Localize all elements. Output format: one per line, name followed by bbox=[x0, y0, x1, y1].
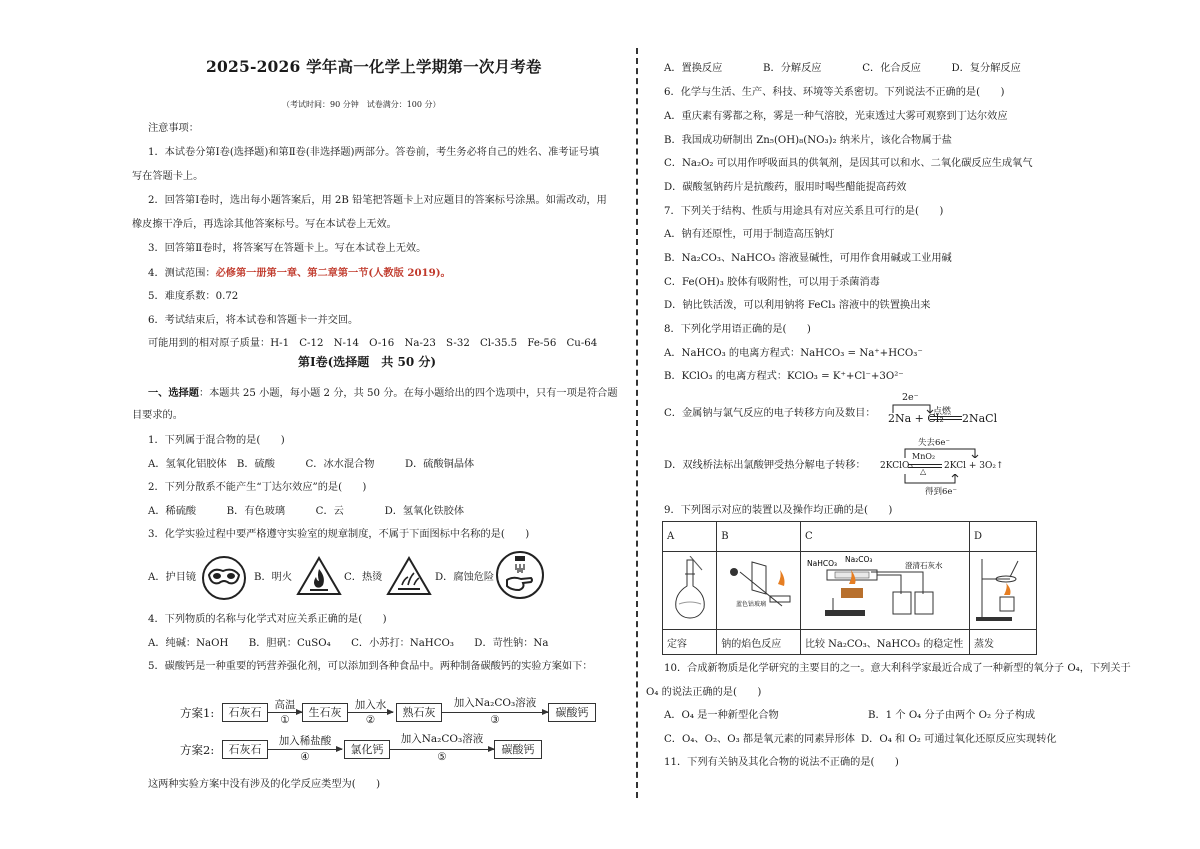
flame-test-icon bbox=[722, 556, 796, 622]
question-2: 2．下列分散系不能产生“丁达尔效应”的是( ) bbox=[148, 482, 367, 493]
question-8-option-c: C．金属钠与氯气反应的电子转移方向及数目： bbox=[664, 408, 876, 419]
q9-header-c: C bbox=[801, 522, 970, 552]
note-2b: 橡皮擦干净后，再选涂其他答案标号。写在本试卷上无效。 bbox=[132, 219, 397, 230]
cobalt-glass-label: 蓝色钴玻璃 bbox=[735, 601, 766, 608]
scheme-1-arrow-3 bbox=[442, 712, 548, 713]
scheme-2-box-1: 石灰石 bbox=[222, 740, 268, 759]
part-1-text: ：本题共 25 小题，每小题 2 分，共 50 分。在每小题给出的四个选项中，只有一项是符合题 bbox=[198, 388, 618, 399]
question-4-options: A．纯碱：NaOH B．胆矾：CuSO₄ C．小苏打：NaHCO₃ D．苛性钠：Na bbox=[148, 638, 549, 649]
question-7-option-b: B．Na₂CO₃、NaHCO₃ 溶液显碱性，可用作食用碱或工业用碱 bbox=[664, 253, 952, 264]
note-1a: 1．本试卷分第Ⅰ卷(选择题)和第Ⅱ卷(非选择题)两部分。答卷前，考生务必将自己的姓名、准考证号填 bbox=[148, 147, 600, 158]
question-7-option-c: C．Fe(OH)₃ 胶体有吸附性，可以用于杀菌消毒 bbox=[664, 277, 880, 288]
scheme-2-box-3: 碳酸钙 bbox=[494, 740, 542, 759]
scheme-1-box-3: 熟石灰 bbox=[396, 703, 442, 722]
evaporation-apparatus-icon bbox=[974, 555, 1032, 623]
q9-header-d: D bbox=[970, 522, 1037, 552]
q8-d-lhs: 2KClO₃ bbox=[880, 461, 913, 471]
q8-c-equals bbox=[930, 416, 962, 420]
question-10-cont: O₄ 的说法正确的是( ) bbox=[646, 687, 762, 698]
question-8-option-b: B．KClO₃ 的电离方程式：KClO₃ = K⁺+Cl⁻+3O²⁻ bbox=[664, 371, 904, 382]
question-10-option-a: A．O₄ 是一种新型化合物 bbox=[664, 710, 779, 721]
question-8-option-d: D．双线桥法标出氯酸钾受热分解电子转移： bbox=[664, 460, 866, 471]
question-8: 8．下列化学用语正确的是( ) bbox=[664, 324, 811, 335]
q9-caption-c: 比较 Na₂CO₃、NaHCO₃ 的稳定性 bbox=[801, 630, 970, 655]
q3-option-b: B．明火 bbox=[254, 572, 293, 583]
scheme-1-step-2-num: ② bbox=[365, 714, 376, 726]
scheme-2-step-2-label: 加入Na₂CO₃溶液 bbox=[400, 733, 484, 745]
question-1-options: A．氢氧化铝胶体 B．硫酸 C．冰水混合物 D．硫酸铜晶体 bbox=[148, 459, 475, 470]
scheme-1-box-2: 生石灰 bbox=[302, 703, 348, 722]
question-2-options: A．稀硫酸 B．有色玻璃 C．云 D．氢氧化铁胶体 bbox=[148, 506, 465, 517]
hot-surface-icon bbox=[386, 555, 432, 597]
note-2a: 2．回答第Ⅰ卷时，选出每小题答案后，用 2B 铅笔把答题卡上对应题目的答案标号涂黑。如需改动，用 bbox=[148, 195, 607, 206]
scheme-1-step-3-num: ③ bbox=[490, 714, 500, 726]
q9-image-d bbox=[970, 552, 1037, 630]
question-10-option-b: B．1 个 O₄ 分子由两个 O₂ 分子构成 bbox=[868, 710, 1036, 721]
scheme-2-box-2: 氯化钙 bbox=[344, 740, 390, 759]
notes-heading: 注意事项： bbox=[148, 123, 199, 134]
part-1-intro bbox=[148, 386, 618, 401]
note-4-prefix: 4．测试范围： bbox=[148, 268, 216, 279]
c-label-na2co3: Na₂CO₃ bbox=[845, 555, 873, 564]
question-1: 1．下列属于混合物的是( ) bbox=[148, 435, 285, 446]
scheme-1-step-1-num: ① bbox=[280, 714, 290, 726]
scheme-1-box-1: 石灰石 bbox=[222, 703, 268, 722]
question-10: 10．合成新物质是化学研究的主要目的之一。意大利科学家最近合成了一种新型的氧分子 O₄，下列关于 bbox=[664, 663, 1131, 674]
question-7-option-d: D．钠比铁活泼，可以利用钠将 FeCl₃ 溶液中的铁置换出来 bbox=[664, 300, 931, 311]
q9-image-c bbox=[801, 552, 970, 630]
question-6-option-a: A．重庆素有雾都之称，雾是一种气溶胶，光束透过大雾可观察到丁达尔效应 bbox=[664, 111, 1008, 122]
q9-header-a: A bbox=[663, 522, 717, 552]
scheme-2-step-1-num: ④ bbox=[300, 751, 310, 763]
question-10-option-c: C．O₄、O₂、O₃ 都是氧元素的同素异形体 bbox=[664, 734, 855, 745]
q8-c-electrons: 2e⁻ bbox=[902, 392, 919, 403]
q8-c-condition: 点燃 bbox=[933, 407, 952, 417]
q8-d-rhs: 2KCl + 3O₂↑ bbox=[944, 461, 1004, 471]
question-5-tail: 这两种实验方案中没有涉及的化学反应类型为( ) bbox=[148, 779, 381, 790]
note-3: 3．回答第Ⅱ卷时，将答案写在答题卡上。写在本试卷上无效。 bbox=[148, 243, 427, 254]
page-title: 2025-2026 学年高一化学上学期第一次月考卷 bbox=[206, 57, 542, 76]
column-divider bbox=[636, 48, 638, 798]
question-7-option-a: A．钠有还原性，可用于制造高压钠灯 bbox=[664, 229, 835, 240]
question-6: 6．化学与生活、生产、科技、环境等关系密切。下列说法不正确的是( ) bbox=[664, 87, 1005, 98]
q9-caption-b: 钠的焰色反应 bbox=[717, 630, 801, 655]
scheme-2-arrow-1 bbox=[268, 749, 342, 750]
goggles-icon bbox=[199, 555, 249, 601]
q9-caption-a: 定容 bbox=[663, 630, 717, 655]
scheme-1-step-3-label: 加入Na₂CO₃溶液 bbox=[453, 697, 537, 709]
c-label-limewater: 澄清石灰水 bbox=[905, 561, 943, 570]
note-5: 5．难度系数：0.72 bbox=[148, 291, 239, 302]
q8-d-gain-label: 得到6e⁻ bbox=[925, 487, 957, 497]
scheme-2-step-1-label: 加入稀盐酸 bbox=[278, 735, 332, 747]
test-scope: 必修第一册第一章、第二章第一节(人教版 2019)。 bbox=[215, 267, 451, 279]
question-5-options: A．置换反应 B．分解反应 C．化合反应 D．复分解反应 bbox=[664, 63, 1021, 74]
q9-image-b bbox=[717, 552, 801, 630]
q9-apparatus-table bbox=[662, 521, 1037, 655]
note-4 bbox=[148, 266, 451, 281]
c-label-nahco3: NaHCO₃ bbox=[807, 559, 837, 568]
atomic-masses: 可能用到的相对原子质量：H-1 C-12 N-14 O-16 Na-23 S-32 Cl-35.5 Fe-56 Cu-64 bbox=[148, 338, 598, 349]
q8-d-heat: △ bbox=[920, 467, 927, 476]
question-9: 9．下列图示对应的装置以及操作均正确的是( ) bbox=[664, 505, 893, 516]
q8-d-top-bracket bbox=[895, 446, 985, 458]
scheme-2-arrow-2 bbox=[390, 749, 494, 750]
open-flame-icon bbox=[296, 555, 342, 597]
part-1-intro-2: 目要求的。 bbox=[132, 410, 183, 421]
question-5: 5．碳酸钙是一种重要的钙营养强化剂，可以添加到各种食品中。两种制备碳酸钙的实验方案如下： bbox=[148, 661, 593, 672]
question-10-option-d: D．O₄ 和 O₂ 可通过氧化还原反应实现转化 bbox=[861, 734, 1057, 745]
scheme-1-label: 方案1: bbox=[180, 706, 215, 720]
q8-c-lhs: 2Na + Cl₂ bbox=[888, 412, 944, 425]
question-11: 11．下列有关钠及其化合物的说法不正确的是( ) bbox=[664, 757, 899, 768]
scheme-1-step-2-label: 加入水 bbox=[354, 699, 387, 711]
question-7: 7．下列关于结构、性质与用途具有对应关系且可行的是( ) bbox=[664, 206, 944, 217]
question-6-option-d: D．碳酸氢钠药片是抗酸药，服用时喝些醋能提高药效 bbox=[664, 182, 907, 193]
part-1-label: 一、选择题 bbox=[148, 387, 199, 399]
q9-image-a bbox=[663, 552, 717, 630]
question-3: 3．化学实验过程中要严格遵守实验室的规章制度，不属于下面图标中名称的是( ) bbox=[148, 529, 530, 540]
q8-d-catalyst: MnO₂ bbox=[912, 452, 936, 461]
note-6: 6．考试结束后，将本试卷和答题卡一并交回。 bbox=[148, 315, 359, 326]
q9-caption-d: 蒸发 bbox=[970, 630, 1037, 655]
q8-c-rhs: 2NaCl bbox=[962, 412, 998, 425]
scheme-2-label: 方案2: bbox=[180, 743, 215, 757]
q3-option-c: C．热烫 bbox=[344, 572, 383, 583]
scheme-1-step-1-label: 高温 bbox=[274, 699, 296, 711]
q8-d-lose-label: 失去6e⁻ bbox=[918, 438, 950, 448]
note-1b: 写在答题卡上。 bbox=[132, 171, 204, 182]
question-4: 4．下列物质的名称与化学式对应关系正确的是( ) bbox=[148, 614, 387, 625]
scheme-1-arrow-2 bbox=[348, 712, 393, 713]
question-6-option-b: B．我国成功研制出 Zn₅(OH)₈(NO₃)₂ 纳米片，该化合物属于盐 bbox=[664, 135, 952, 146]
scheme-1-box-4: 碳酸钙 bbox=[548, 703, 596, 722]
q3-option-d: D．腐蚀危险 bbox=[435, 572, 495, 583]
question-6-option-c: C．Na₂O₂ 可以用作呼吸面具的供氧剂，是因其可以和水、二氧化碳反应生成氧气 bbox=[664, 158, 1033, 169]
washing-hands-icon bbox=[495, 550, 545, 600]
scheme-1-arrow-1 bbox=[268, 712, 302, 713]
section-1-title: 第Ⅰ卷(选择题 共 50 分) bbox=[298, 355, 437, 369]
volumetric-flask-icon bbox=[670, 556, 710, 622]
exam-info: （考试时间：90 分钟 试卷满分：100 分） bbox=[282, 100, 441, 109]
q9-header-b: B bbox=[717, 522, 801, 552]
scheme-2-step-2-num: ⑤ bbox=[437, 751, 447, 763]
question-8-option-a: A．NaHCO₃ 的电离方程式：NaHCO₃ = Na⁺+HCO₃⁻ bbox=[664, 348, 923, 359]
q3-option-a: A．护目镜 bbox=[148, 572, 197, 583]
thermal-stability-apparatus-icon bbox=[805, 554, 965, 624]
